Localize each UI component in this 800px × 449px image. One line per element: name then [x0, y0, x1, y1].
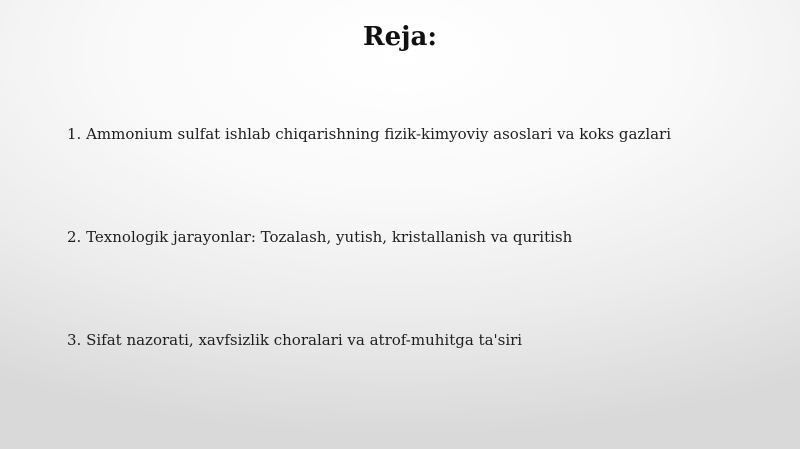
plan-item-1: 1. Ammonium sulfat ishlab chiqarishning fizik-kimyoviy asoslari va koks gazlari — [67, 125, 672, 143]
slide-title: Reja: — [362, 22, 437, 52]
plan-item-2: 2. Texnologik jarayonlar: Tozalash, yutish, kristallanish va quritish — [67, 228, 573, 246]
plan-item-3: 3. Sifat nazorati, xavfsizlik choralari va atrof-muhitga ta'siri — [67, 331, 523, 349]
